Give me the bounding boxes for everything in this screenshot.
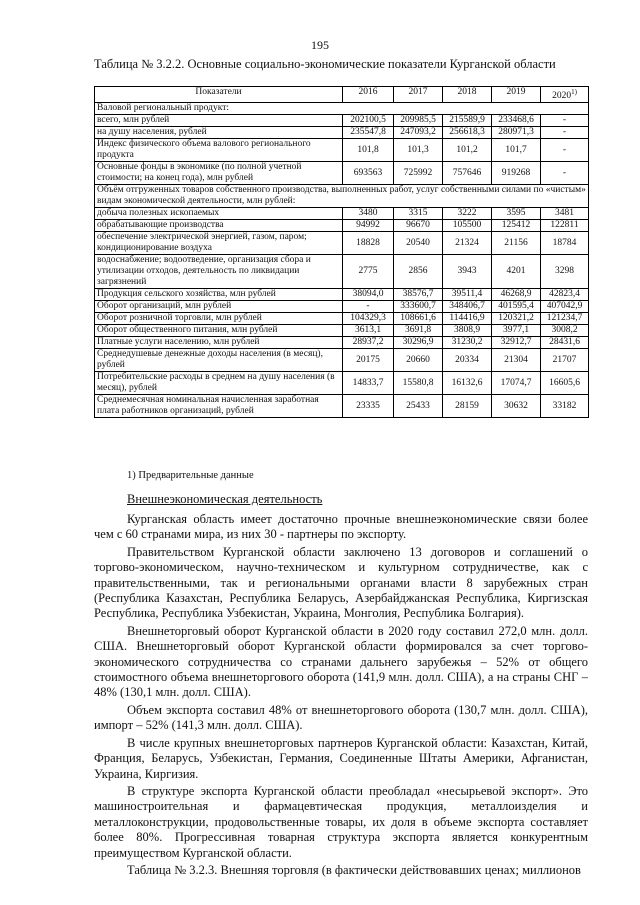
row-label-cell: обрабатывающие производства (95, 220, 343, 232)
table-row (95, 127, 589, 139)
value-cell: 3613,1 (343, 325, 394, 337)
table-row (95, 395, 589, 418)
row-label-cell: добыча полезных ископаемых (95, 208, 343, 220)
value-cell: 3808,9 (443, 325, 492, 337)
row-label-cell: обеспечение электрической энергией, газом, паром; кондиционирование воздуха (95, 232, 343, 255)
value-cell: - (343, 301, 394, 313)
value-cell: 3691,8 (394, 325, 443, 337)
value-cell: 3315 (394, 208, 443, 220)
value-cell: - (541, 162, 589, 185)
value-cell: 725992 (394, 162, 443, 185)
value-cell: 101,3 (394, 139, 443, 162)
value-cell: 28431,6 (541, 337, 589, 349)
value-cell: 18784 (541, 232, 589, 255)
body-text (94, 512, 588, 878)
value-cell: 919268 (492, 162, 541, 185)
paragraph: Внешнеторговый оборот Курганской области в 2020 году составил 272,0 млн. долл. США. Внешнеторговый оборот Курганской области формировался за счет торгово-экономического сотрудничества со странами дальнего зарубежья – 52% от общего стоимостного объема внешнеторгового оборота (141,9 млн. долл. США), а на страны СНГ – 48% (130,1 млн. долл. США). (94, 623, 588, 700)
value-cell: 30632 (492, 395, 541, 418)
value-cell: 202100,5 (343, 115, 394, 127)
table-row (95, 139, 589, 162)
value-cell: 104329,3 (343, 313, 394, 325)
value-cell: 114416,9 (443, 313, 492, 325)
section-title: Внешнеэкономическая деятельность (127, 492, 323, 506)
table-row (95, 208, 589, 220)
value-cell: 38576,7 (394, 289, 443, 301)
value-cell: 105500 (443, 220, 492, 232)
table-row (95, 313, 589, 325)
value-cell: 101,7 (492, 139, 541, 162)
table-row (95, 372, 589, 395)
value-cell: 401595,4 (492, 301, 541, 313)
value-cell: 23335 (343, 395, 394, 418)
row-label-cell: Потребительские расходы в среднем на душу населения (в месяц), рублей (95, 372, 343, 395)
value-cell: 39511,4 (443, 289, 492, 301)
section-row-cell: Валовой региональный продукт: (95, 103, 589, 115)
value-cell: 407042,9 (541, 301, 589, 313)
value-cell: 28937,2 (343, 337, 394, 349)
value-cell: 20334 (443, 349, 492, 372)
value-cell: 3222 (443, 208, 492, 220)
value-cell: 42823,4 (541, 289, 589, 301)
value-cell: 16132,6 (443, 372, 492, 395)
value-cell: 3481 (541, 208, 589, 220)
value-cell: 21156 (492, 232, 541, 255)
table-header-row (95, 87, 589, 103)
value-cell: 31230,2 (443, 337, 492, 349)
value-cell: - (541, 115, 589, 127)
value-cell: 25433 (394, 395, 443, 418)
value-cell: 3008,2 (541, 325, 589, 337)
value-cell: 17074,7 (492, 372, 541, 395)
row-label-cell: Платные услуги населению, млн рублей (95, 337, 343, 349)
footnote-mark: 1) (571, 88, 577, 96)
row-label-cell: Среднедушевые денежные доходы населения (в месяц), рублей (95, 349, 343, 372)
table-row (95, 337, 589, 349)
value-cell: 3480 (343, 208, 394, 220)
row-label-cell: Оборот общественного питания, млн рублей (95, 325, 343, 337)
value-cell: 21304 (492, 349, 541, 372)
value-cell: 33182 (541, 395, 589, 418)
row-label-cell: Основные фонды в экономике (по полной учетной стоимости; на конец года), млн рублей (95, 162, 343, 185)
paragraph: В структуре экспорта Курганской области преобладал «несырьевой экспорт». Это машиностроительная и фармацевтическая продукция, металлоизделия и металлоконструкции, продовольственные товары, их доля в объеме экспорта составляет более 80%. Прогрессивная товарная структура экспорта является конкурентным преимуществом Курганской области. (94, 783, 588, 860)
value-cell: 3977,1 (492, 325, 541, 337)
value-cell: 693563 (343, 162, 394, 185)
paragraph: Таблица № 3.2.3. Внешняя торговля (в фактически действовавших ценах; миллионов (127, 862, 581, 877)
table-row (95, 185, 589, 208)
row-label-cell: всего, млн рублей (95, 115, 343, 127)
value-cell: 757646 (443, 162, 492, 185)
value-cell: 30296,9 (394, 337, 443, 349)
value-cell: 333600,7 (394, 301, 443, 313)
value-cell: 256618,3 (443, 127, 492, 139)
value-cell: 21324 (443, 232, 492, 255)
value-cell: 233468,6 (492, 115, 541, 127)
value-cell: 94992 (343, 220, 394, 232)
value-cell: 20660 (394, 349, 443, 372)
row-label-cell: водоснабжение; водоотведение, организация сбора и утилизации отходов, деятельность по ликвидации загрязнений (95, 255, 343, 289)
row-label-cell: Оборот розничной торговли, млн рублей (95, 313, 343, 325)
header-cell-text: 2020 (552, 91, 572, 102)
footnote: 1) Предварительные данные (127, 470, 254, 481)
paragraph: Курганская область имеет достаточно прочные внешнеэкономические связи более чем с 60 странами мира, из них 30 - партнеры по экспорту. (94, 512, 588, 542)
row-label-cell: на душу населения, рублей (95, 127, 343, 139)
value-cell: 108661,6 (394, 313, 443, 325)
paragraph: В числе крупных внешнеторговых партнеров Курганской области: Казахстан, Китай, Франция, Беларусь, Узбекистан, Германия, Соединенные Штаты Америки, Афганистан, Украина, Киргизия. (94, 735, 588, 781)
value-cell: 46268,9 (492, 289, 541, 301)
value-cell: 235547,8 (343, 127, 394, 139)
table-row (95, 220, 589, 232)
row-label-cell: Оборот организаций, млн рублей (95, 301, 343, 313)
value-cell: 14833,7 (343, 372, 394, 395)
table-caption: Таблица № 3.2.2. Основные социально-экономические показатели Курганской области (94, 57, 556, 71)
paragraph: Правительством Курганской области заключено 13 договоров и соглашений о торгово-экономическом, научно-техническом и культурном сотрудничестве, как с правительственными, так и региональными органами власти 8 зарубежных стран (Республика Казахстан, Республика Беларусь, Азербайджанская Республика, Киргизская Республика, Республика Узбекистан, Украина, Монголия, Республика Болгария). (94, 544, 588, 621)
table-row (95, 301, 589, 313)
header-cell: Показатели (95, 87, 343, 103)
row-label-cell: Среднемесячная номинальная начисленная заработная плата работников организаций, рублей (95, 395, 343, 418)
value-cell: 122811 (541, 220, 589, 232)
header-cell (541, 87, 589, 103)
table-row (95, 115, 589, 127)
value-cell: 20540 (394, 232, 443, 255)
value-cell: 28159 (443, 395, 492, 418)
value-cell: 2775 (343, 255, 394, 289)
value-cell: - (541, 139, 589, 162)
header-cell: 2018 (443, 87, 492, 103)
value-cell: 101,2 (443, 139, 492, 162)
value-cell: 3943 (443, 255, 492, 289)
value-cell: 32912,7 (492, 337, 541, 349)
row-label-cell: Индекс физического объема валового регионального продукта (95, 139, 343, 162)
table-row (95, 349, 589, 372)
paragraph: Объем экспорта составил 48% от внешнеторгового оборота (130,7 млн. долл. США), импорт – 52% (141,3 млн. долл. США). (94, 702, 588, 733)
table-row (95, 289, 589, 301)
header-cell: 2019 (492, 87, 541, 103)
value-cell: 18828 (343, 232, 394, 255)
table-row (95, 255, 589, 289)
value-cell: 121234,7 (541, 313, 589, 325)
value-cell: 348406,7 (443, 301, 492, 313)
value-cell: 20175 (343, 349, 394, 372)
value-cell: 21707 (541, 349, 589, 372)
table-row (95, 325, 589, 337)
row-label-cell: Продукция сельского хозяйства, млн рублей (95, 289, 343, 301)
value-cell: 280971,3 (492, 127, 541, 139)
section-row-cell: Объём отгруженных товаров собственного производства, выполненных работ, услуг собственными силами по «чистым» видам экономической деятельности, млн рублей: (95, 185, 589, 208)
value-cell: 96670 (394, 220, 443, 232)
page-number: 195 (311, 38, 329, 52)
value-cell: 38094,0 (343, 289, 394, 301)
value-cell: 120321,2 (492, 313, 541, 325)
table-row (95, 162, 589, 185)
header-cell: 2016 (343, 87, 394, 103)
value-cell: - (541, 127, 589, 139)
value-cell: 2856 (394, 255, 443, 289)
value-cell: 3595 (492, 208, 541, 220)
value-cell: 247093,2 (394, 127, 443, 139)
value-cell: 3298 (541, 255, 589, 289)
value-cell: 4201 (492, 255, 541, 289)
value-cell: 209985,5 (394, 115, 443, 127)
header-cell: 2017 (394, 87, 443, 103)
value-cell: 15580,8 (394, 372, 443, 395)
value-cell: 125412 (492, 220, 541, 232)
value-cell: 101,8 (343, 139, 394, 162)
value-cell: 215589,9 (443, 115, 492, 127)
indicators-table (94, 86, 589, 418)
table-row (95, 103, 589, 115)
value-cell: 16605,6 (541, 372, 589, 395)
table-row (95, 232, 589, 255)
